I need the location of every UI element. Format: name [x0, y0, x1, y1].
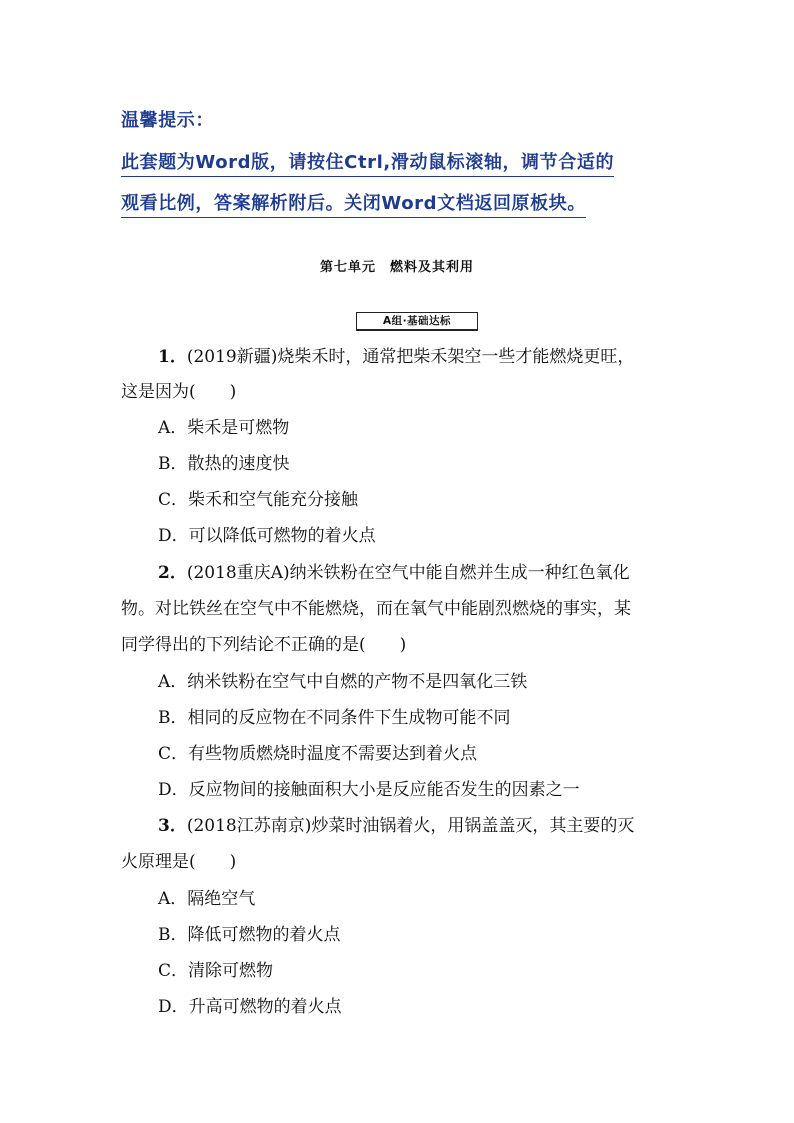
- question-1-option-c: C．柴禾和空气能充分接触: [158, 490, 359, 510]
- question-2-option-b: B．相同的反应物在不同条件下生成物可能不同: [158, 708, 511, 728]
- question-2-option-a: A．纳米铁粉在空气中自燃的产物不是四氧化三铁: [158, 672, 528, 692]
- question-1-option-d: D．可以降低可燃物的着火点: [158, 526, 376, 546]
- question-3-option-c: C．清除可燃物: [158, 961, 274, 981]
- question-3-option-d: D．升高可燃物的着火点: [158, 997, 342, 1017]
- question-2-stem-text-1: (2018重庆A)纳米铁粉在空气中能自燃并生成一种红色氧化: [186, 563, 630, 583]
- group-label: A组·基础达标: [356, 312, 478, 331]
- question-3-stem-line-1: [158, 815, 634, 837]
- question-1-option-a: A．柴禾是可燃物: [158, 418, 290, 438]
- question-2-stem-line-2: 物。对比铁丝在空气中不能燃烧，而在氧气中能剧烈燃烧的事实，某: [121, 599, 631, 619]
- question-3-stem-text-1: (2018江苏南京)炒菜时油锅着火，用锅盖盖灭，其主要的灭: [186, 816, 635, 836]
- tip-line-1-text: 此套题为Word版，请按住Ctrl,滑动鼠标滚轴，调节合适的: [121, 148, 614, 177]
- question-3-stem-line-2: 火原理是( ): [121, 852, 237, 872]
- question-3-number: 3．: [158, 816, 187, 836]
- question-1-option-b: B．散热的速度快: [158, 454, 290, 474]
- question-1-number: 1．: [158, 347, 187, 367]
- question-1-stem-text-1: (2019新疆)烧柴禾时，通常把柴禾架空一些才能燃烧更旺，: [186, 347, 635, 367]
- question-1-stem-line-1: [158, 346, 634, 368]
- question-3-option-a: A．隔绝空气: [158, 889, 256, 909]
- question-2-option-d: D．反应物间的接触面积大小是反应能否发生的因素之一: [158, 780, 580, 800]
- tip-title: 温馨提示：: [121, 110, 214, 131]
- question-1-stem-line-2: 这是因为( ): [121, 382, 237, 402]
- unit-title: 第七单元 燃料及其利用: [319, 260, 474, 275]
- question-2-stem-line-3: 同学得出的下列结论不正确的是( ): [121, 635, 407, 655]
- question-2-option-c: C．有些物质燃烧时温度不需要达到着火点: [158, 744, 478, 764]
- tip-line-2-text: 观看比例，答案解析附后。关闭Word文档返回原板块。: [121, 189, 586, 218]
- question-2-stem-line-1: [158, 562, 630, 584]
- question-2-number: 2．: [158, 563, 187, 583]
- tip-line-2: [121, 189, 586, 218]
- question-3-option-b: B．降低可燃物的着火点: [158, 925, 341, 945]
- tip-line-1: [121, 148, 614, 177]
